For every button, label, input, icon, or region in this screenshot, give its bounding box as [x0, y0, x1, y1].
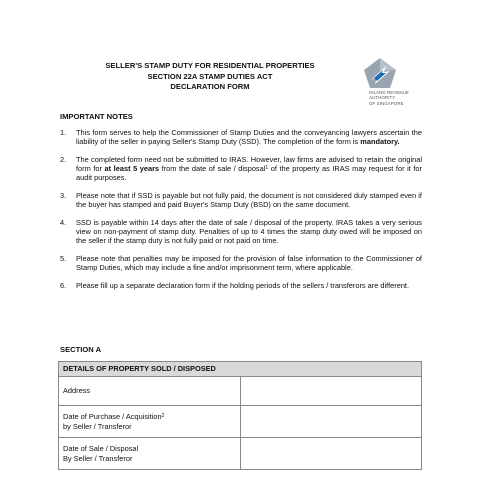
- table-header: DETAILS OF PROPERTY SOLD / DISPOSED: [59, 362, 422, 377]
- note-text: from the date of sale / disposal: [159, 164, 266, 174]
- footnote-marker: 1: [265, 165, 269, 172]
- sale-label-line-2: By Seller / Transferor: [63, 453, 133, 463]
- logo-line-1: INLAND REVENUE: [369, 90, 409, 95]
- form-title: [60, 61, 360, 93]
- note-number: 6.: [60, 281, 67, 291]
- iras-logo: [362, 58, 422, 106]
- note-bold: mandatory.: [360, 137, 400, 147]
- table-row: [59, 438, 422, 470]
- note-number: 1.: [60, 128, 67, 137]
- sale-label-line-1: Date of Sale / Disposal: [63, 444, 139, 454]
- iras-emblem-icon: [364, 58, 396, 88]
- note-number: 3.: [60, 191, 67, 201]
- title-line-1: SELLER'S STAMP DUTY FOR RESIDENTIAL PROPERTIES: [105, 61, 315, 70]
- note-text: Please note that penalties may be imposed for the provision of false information to the Commissioner of Stamp Duties, which may include a fine and/or imprisonment term, where applicable.: [76, 254, 422, 273]
- logo-line-3: OF SINGAPORE: [369, 100, 404, 106]
- purchase-label-line-1: Date of Purchase / Acquisition: [63, 412, 162, 422]
- title-line-2: SECTION 22A STAMP DUTIES ACT: [147, 71, 273, 81]
- sale-date-field[interactable]: [240, 438, 422, 470]
- note-text: SSD is payable within 14 days after the date of sale / disposal of the property. IRAS takes a very serious view on non-payment of stamp duty. Penalties of up to 4 times the stamp duty owed will be imposed on the seller if the stamp duty is not fully paid or not paid on time.: [76, 218, 422, 246]
- note-item: [60, 155, 422, 182]
- purchase-date-label: [59, 406, 241, 438]
- footnote-marker: 2: [161, 413, 165, 420]
- note-item: [60, 218, 422, 245]
- note-item: [60, 281, 422, 290]
- table-row: [59, 406, 422, 438]
- purchase-date-field[interactable]: [240, 406, 422, 438]
- note-text: The completed form need not be submitted to IRAS. However, law firms are advised to retain the original form for: [76, 155, 422, 174]
- purchase-label-line-2: by Seller / Transferor: [63, 421, 132, 431]
- logo-line-2: AUTHORITY: [369, 95, 396, 101]
- note-text: Please fill up a separate declaration form if the holding periods of the sellers / transferors are different.: [76, 281, 410, 291]
- sale-date-label: [59, 438, 241, 470]
- note-text: Please note that if SSD is payable but not fully paid, the document is not considered duly stamped even if the buyer has stamped and paid Buyer's Stamp Duty (BSD) on the same document.: [76, 191, 422, 210]
- logo-wordmark: [369, 90, 422, 106]
- note-number: 5.: [60, 254, 67, 264]
- table-row: [59, 377, 422, 406]
- title-line-3: DECLARATION FORM: [170, 82, 250, 91]
- notes-list: [60, 128, 422, 299]
- note-text: of the property as IRAS may request for it for audit purposes.: [76, 164, 422, 183]
- note-number: 4.: [60, 218, 67, 228]
- address-field[interactable]: [240, 377, 422, 406]
- note-item: [60, 128, 422, 146]
- address-label: Address: [59, 377, 241, 406]
- section-a-heading: SECTION A: [60, 345, 102, 354]
- property-details-table: [58, 361, 422, 470]
- note-number: 2.: [60, 155, 67, 165]
- note-item: [60, 191, 422, 209]
- note-bold: at least 5 years: [104, 164, 160, 174]
- note-text: This form serves to help the Commissioner of Stamp Duties and the conveyancing lawyers ascertain the liability of the seller in paying Seller's Stamp Duty (SSD). The completion of the form is: [76, 128, 422, 147]
- notes-heading: IMPORTANT NOTES: [60, 112, 133, 121]
- note-item: [60, 254, 422, 272]
